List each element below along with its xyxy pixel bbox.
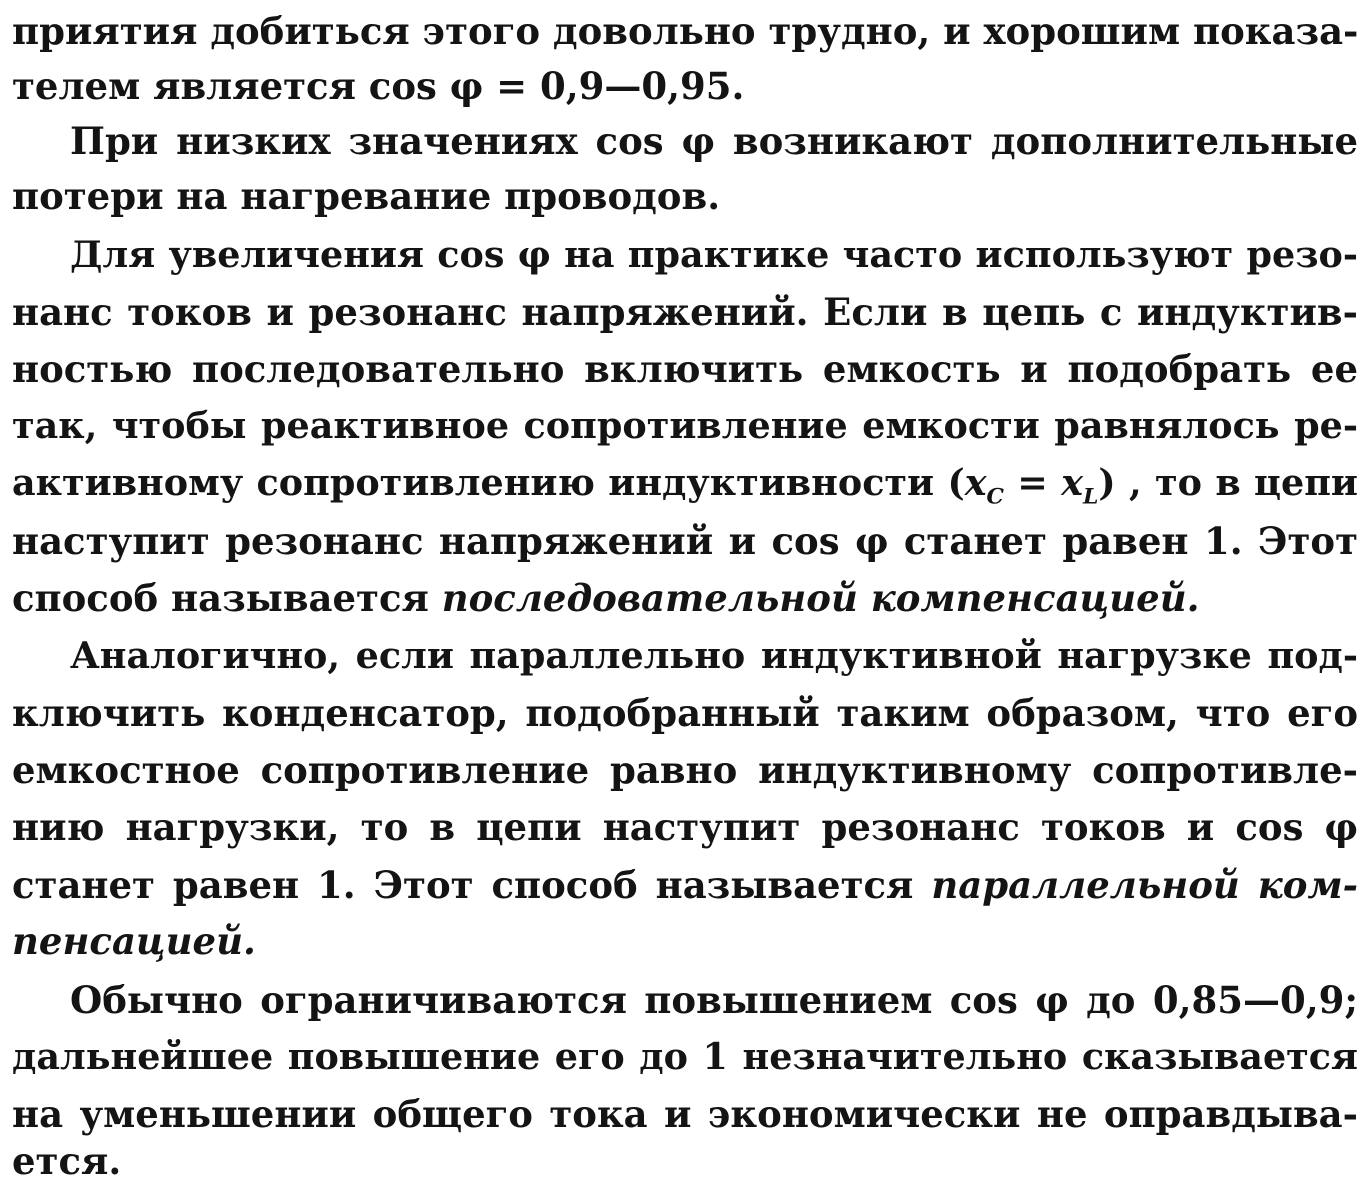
text-line: ключить конденсатор, подобранный таким образом, что его [12,691,1358,735]
formula-var-xl [1061,461,1099,510]
formula-text-after: ) , то в цепи [1098,461,1358,504]
formula-line [12,454,1358,512]
text-plain: способ называется [12,576,442,620]
text-line: приятия добиться этого довольно трудно, и хорошим показа- [12,9,1359,53]
paragraph-first-line: При низких значениях cos φ возникают дополнительные [70,119,1358,163]
formula-text-before: активному сопротивлению индуктивности ( [12,461,965,504]
formula-equals: = [1003,461,1062,504]
text-line: нанс токов и резонанс напряжений. Если в цепь с индуктив- [12,290,1358,334]
text-line: ностью последовательно включить емкость и подобрать ее [12,347,1358,391]
text-line: наступит резонанс напряжений и cos φ станет равен 1. Этот [12,519,1358,563]
text-line: емкостное сопротивление равно индуктивному сопротивле- [12,748,1358,792]
text-line: так, чтобы реактивное сопротивление емкости равнялось ре- [12,404,1358,447]
formula-symbol-x: x [1061,461,1083,504]
paragraph-first-line: Аналогично, если параллельно индуктивной нагрузке под- [70,634,1358,677]
text-line [12,856,1358,914]
text-line: на уменьшении общего тока и экономически не оправдыва- [12,1092,1358,1136]
text-line: ется. [12,1139,122,1183]
text-line [12,569,1358,627]
text-line: дальнейшее повышение его до 1 незначительно сказывается [12,1035,1358,1078]
emphasis-term: последовательной компенсацией. [441,576,1200,620]
emphasis-term: параллельной ком- [931,863,1358,907]
paragraph-first-line: Для увеличения cos φ на практике часто используют резо- [70,233,1358,276]
paragraph-first-line: Обычно ограничиваются повышением cos φ до 0,85—0,9; [70,978,1358,1022]
formula-subscript-l: L [1082,483,1099,510]
emphasis-term-end: пенсацией. [12,919,256,963]
text-plain: станет равен 1. Этот способ называется [12,863,932,907]
formula-var-xc [964,461,1004,510]
text-line: телем является cos φ = 0,9—0,95. [12,64,745,108]
formula-subscript-c: C [986,483,1004,510]
formula-symbol-x: x [964,461,987,504]
text-line: потери на нагревание проводов. [12,174,721,218]
text-line: нию нагрузки, то в цепи наступит резонанс токов и cos φ [12,805,1358,849]
